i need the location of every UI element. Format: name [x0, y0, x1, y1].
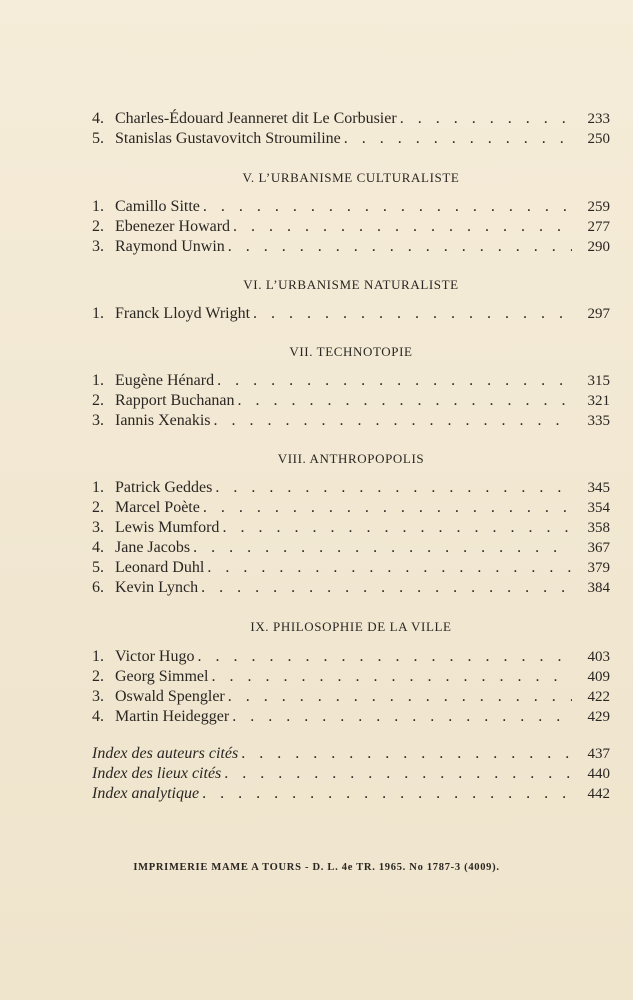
entry-title: Patrick Geddes	[115, 479, 213, 496]
entry-title: Victor Hugo	[115, 648, 195, 665]
index-title: Index des auteurs cités	[92, 745, 239, 762]
entry-number: 1.	[92, 198, 104, 215]
entry-page: 367	[587, 540, 610, 556]
section-heading: V. L’URBANISME CULTURALISTE	[242, 170, 460, 185]
entry-number: 5.	[92, 559, 104, 576]
entry-number: 2.	[92, 668, 104, 685]
entry-title: Eugène Hénard	[115, 372, 215, 389]
entry-page: 335	[587, 413, 610, 429]
entry-page: 277	[587, 219, 610, 235]
entry-title: Raymond Unwin	[115, 238, 225, 255]
index-entry	[92, 744, 610, 764]
entry-number: 4.	[92, 708, 104, 725]
index-page: 437	[587, 746, 610, 762]
toc-entry	[92, 197, 610, 217]
entry-page: 233	[587, 111, 610, 127]
entry-page: 315	[587, 373, 610, 389]
section-heading: IX. PHILOSOPHIE DE LA VILLE	[250, 619, 452, 634]
toc-entry	[92, 687, 610, 707]
toc-entry	[92, 498, 610, 518]
entry-title: Franck Lloyd Wright	[115, 305, 251, 322]
index-title: Index analytique	[92, 785, 200, 802]
leader-dots	[215, 478, 572, 498]
entry-number: 1.	[92, 479, 104, 496]
entry-title: Lewis Mumford	[115, 519, 220, 536]
toc-entry	[92, 578, 610, 598]
entry-title: Stanislas Gustavovitch Stroumiline	[115, 130, 341, 147]
leader-dots	[217, 371, 572, 391]
entry-title: Charles-Édouard Jeanneret dit Le Corbusier	[115, 110, 397, 127]
toc-entry	[92, 304, 610, 324]
entry-number: 1.	[92, 372, 104, 389]
entry-page: 403	[587, 649, 610, 665]
entry-number: 3.	[92, 519, 104, 536]
entry-title: Ebenezer Howard	[115, 218, 231, 235]
entry-page: 259	[587, 199, 610, 215]
leader-dots	[203, 498, 572, 518]
entry-page: 429	[587, 709, 610, 725]
index-page: 442	[587, 786, 610, 802]
entry-title: Camillo Sitte	[115, 198, 200, 215]
toc-entry	[92, 518, 610, 538]
toc-entry	[92, 411, 610, 431]
entry-title: Iannis Xenakis	[115, 412, 211, 429]
leader-dots	[211, 667, 572, 687]
entry-title: Rapport Buchanan	[115, 392, 235, 409]
index-entry	[92, 764, 610, 784]
section-heading: VII. TECHNOTOPIE	[289, 344, 413, 359]
leader-dots	[344, 129, 572, 149]
toc-entry	[92, 667, 610, 687]
leader-dots	[228, 687, 572, 707]
leader-dots	[241, 744, 572, 764]
toc-entry	[92, 538, 610, 558]
leader-dots	[202, 784, 572, 804]
leader-dots	[253, 304, 572, 324]
leader-dots	[203, 197, 572, 217]
entry-number: 2.	[92, 218, 104, 235]
section-entries	[92, 647, 610, 727]
toc-entry	[92, 558, 610, 578]
entry-title: Jane Jacobs	[115, 539, 191, 556]
toc-continued-list	[92, 109, 610, 149]
toc-entry	[92, 391, 610, 411]
entry-page: 358	[587, 520, 610, 536]
entry-number: 3.	[92, 412, 104, 429]
entry-number: 2.	[92, 499, 104, 516]
entry-number: 1.	[92, 648, 104, 665]
toc-entry	[92, 129, 610, 149]
entry-title: Marcel Poète	[115, 499, 200, 516]
toc-entry	[92, 237, 610, 257]
entry-page: 422	[587, 689, 610, 705]
entry-page: 409	[587, 669, 610, 685]
section-entries	[92, 478, 610, 598]
entry-page: 384	[587, 580, 610, 596]
leader-dots	[400, 109, 572, 129]
toc-entry	[92, 371, 610, 391]
entry-number: 3.	[92, 688, 104, 705]
leader-dots	[214, 411, 572, 431]
leader-dots	[232, 707, 572, 727]
entry-title: Oswald Spengler	[115, 688, 225, 705]
index-entry	[92, 784, 610, 804]
entry-page: 321	[587, 393, 610, 409]
toc-entry	[92, 109, 610, 129]
entry-page: 290	[587, 239, 610, 255]
section-entries	[92, 197, 610, 257]
section-heading: VIII. ANTHROPOPOLIS	[277, 451, 425, 466]
entry-title: Kevin Lynch	[115, 579, 199, 596]
leader-dots	[238, 391, 572, 411]
leader-dots	[201, 578, 572, 598]
leader-dots	[197, 647, 572, 667]
toc-entry	[92, 707, 610, 727]
entry-title: Leonard Duhl	[115, 559, 205, 576]
leader-dots	[228, 237, 572, 257]
entry-title: Georg Simmel	[115, 668, 209, 685]
leader-dots	[193, 538, 572, 558]
entry-page: 379	[587, 560, 610, 576]
entry-number: 3.	[92, 238, 104, 255]
leader-dots	[222, 518, 572, 538]
entry-page: 345	[587, 480, 610, 496]
printer-imprint: IMPRIMERIE MAME A TOURS - D. L. 4e TR. 1965. No 1787-3 (4009).	[133, 862, 500, 873]
entry-number: 1.	[92, 305, 104, 322]
entry-number: 6.	[92, 579, 104, 596]
leader-dots	[207, 558, 572, 578]
entry-page: 250	[587, 131, 610, 147]
entry-number: 5.	[92, 130, 104, 147]
index-title: Index des lieux cités	[92, 765, 222, 782]
index-list	[92, 744, 610, 804]
toc-entry	[92, 217, 610, 237]
entry-number: 2.	[92, 392, 104, 409]
entry-number: 4.	[92, 110, 104, 127]
leader-dots	[233, 217, 572, 237]
index-page: 440	[587, 766, 610, 782]
entry-page: 297	[587, 306, 610, 322]
toc-entry	[92, 478, 610, 498]
entry-number: 4.	[92, 539, 104, 556]
section-heading: VI. L’URBANISME NATURALISTE	[243, 277, 459, 292]
section-entries	[92, 304, 610, 324]
entry-page: 354	[587, 500, 610, 516]
toc-entry	[92, 647, 610, 667]
section-entries	[92, 371, 610, 431]
entry-title: Martin Heidegger	[115, 708, 230, 725]
leader-dots	[224, 764, 572, 784]
